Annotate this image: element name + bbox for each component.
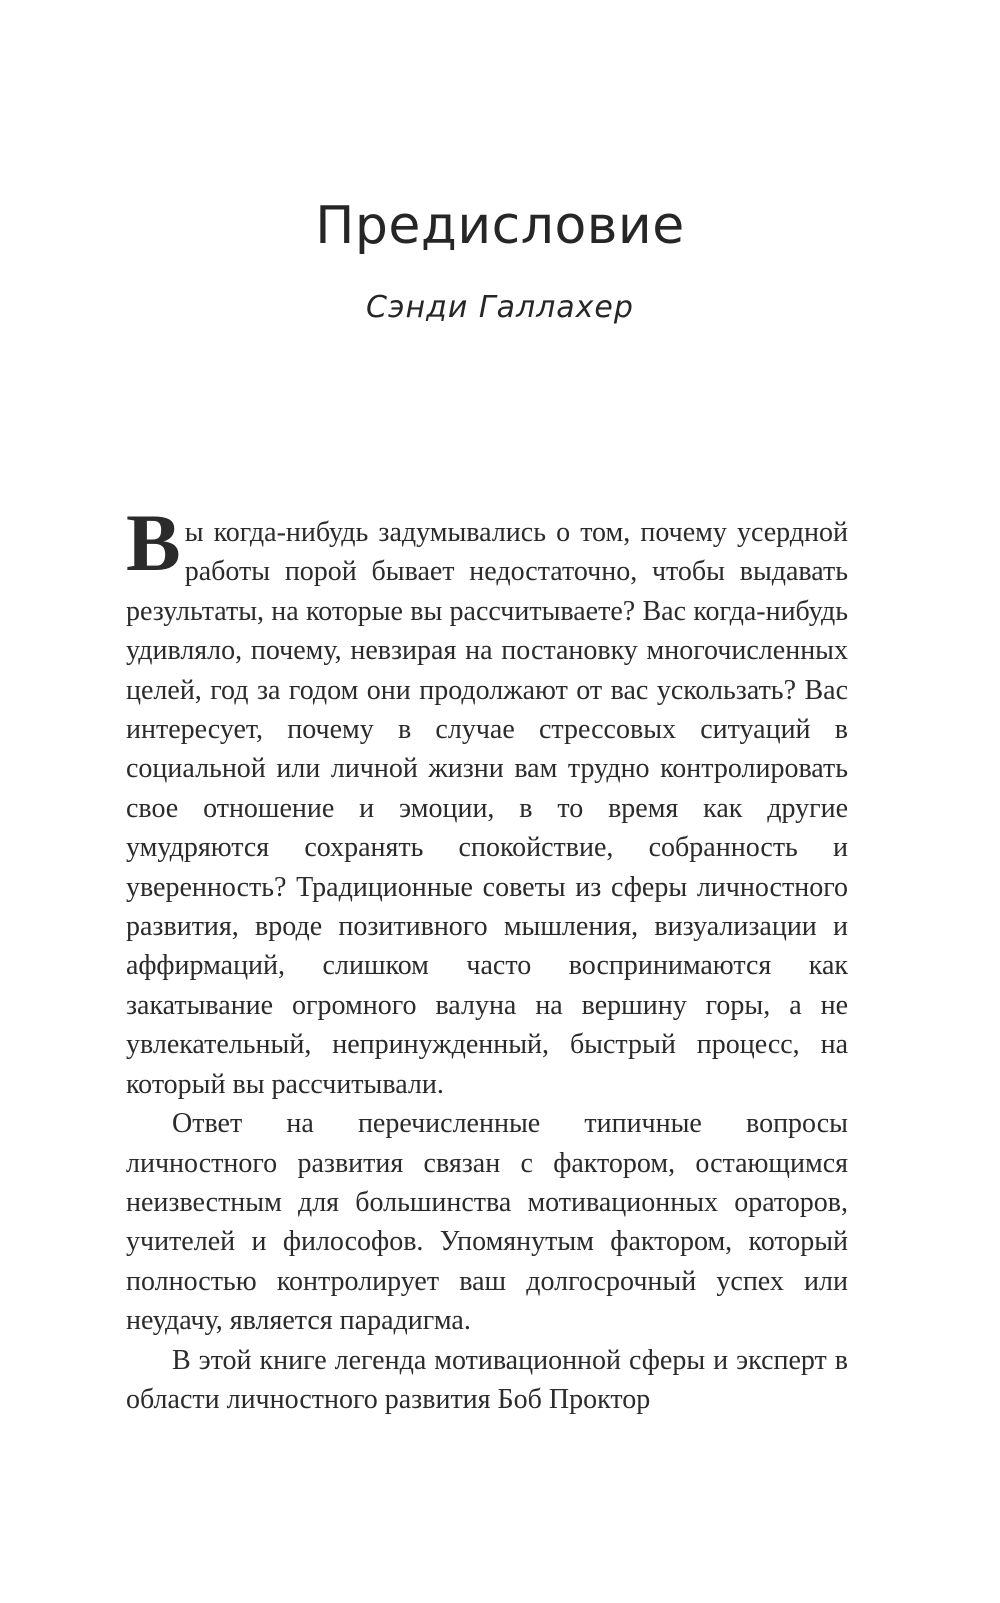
paragraph-1-text: ы когда-нибудь задумывались о том, почему усердной работы порой бывает недостаточно, чтобы выдавать результаты, на которые вы рассчитываете? Вас когда-нибудь удивляло, почему, невзирая на постановку многочисленных целей, год за годом они продолжают от вас ускользать? Вас интересует, почему в случае стрессовых ситуаций в социальной или личной жизни вам трудно контролировать свое отношение и эмоции, в то время как другие умудряются сохранять спокойствие, собранность и уверенность? Традиционные советы из сферы личностного развития, вроде позитивного мышления, визуализации и аффирмаций, слишком часто воспринимаются как закатывание огромного валуна на вершину горы, а не увлекательный, непринужденный, быстрый процесс, на который вы рассчитывали. [126, 517, 848, 1100]
author-name: Сэнди Галлахер [366, 290, 634, 325]
page-title: Предисловие [315, 196, 685, 256]
body-text [126, 497, 848, 1419]
drop-cap: В [126, 497, 181, 588]
paragraph-2: Ответ на перечисленные типичные вопросы личностного развития связан с фактором, остающимся неизвестным для большинства мотивационных ораторов, учителей и философов. Упомянутым фактором, который полностью контролирует ваш долгосрочный успех или неудачу, является парадигма. [126, 1108, 848, 1337]
paragraph-3: В этой книге легенда мотивационной сферы и эксперт в области личностного развития Боб Проктор [126, 1344, 848, 1415]
paragraph-1 [126, 497, 848, 1104]
